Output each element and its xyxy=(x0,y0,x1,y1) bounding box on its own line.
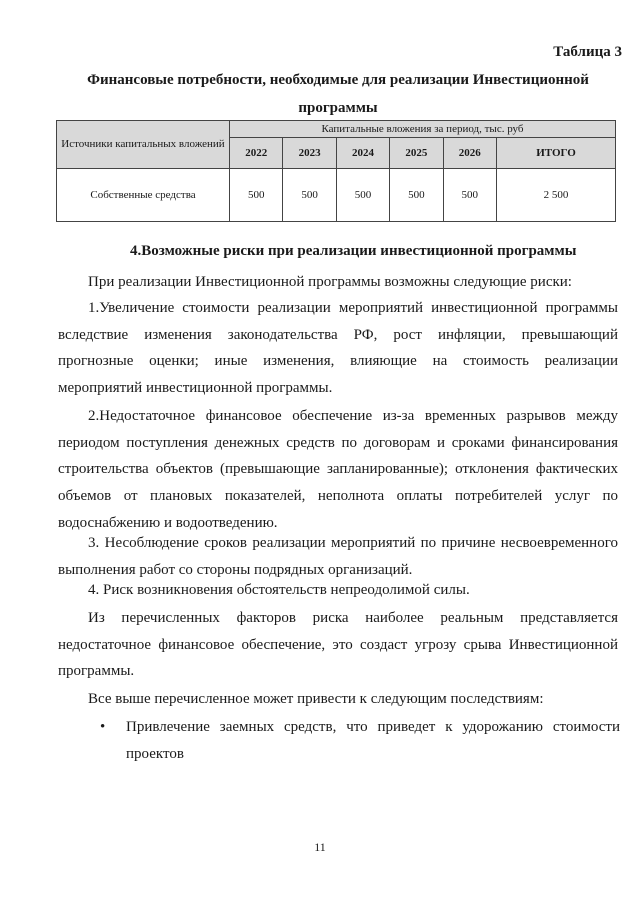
header-capital-span: Капитальные вложения за период, тыс. руб xyxy=(230,121,616,138)
row-value: 500 xyxy=(230,169,283,222)
header-year: 2022 xyxy=(230,138,283,169)
header-year: 2024 xyxy=(336,138,389,169)
row-value: 500 xyxy=(283,169,336,222)
risk-paragraph-2: 2.Недостаточное финансовое обеспечение из-за временных разрывов между периодом поступления денежных средств по договорам и сроками финансирования строительства объектов (превышающие запланированные); отклонения фактических объемов от плановых показателей, неполнота оплаты потребителей услуг по водоснабжению и водоотведению. xyxy=(58,408,618,531)
row-value: 500 xyxy=(336,169,389,222)
header-year: 2025 xyxy=(390,138,443,169)
financial-table xyxy=(56,120,616,222)
risk-paragraph-1: 1.Увеличение стоимости реализации мероприятий инвестиционной программы вследствие изменения законодательства РФ, рост инфляции, превышающий прогнозные оценки; иные изменения, влияющие на стоимость реализации мероприятий инвестиционной программы. xyxy=(58,300,618,397)
consequences-intro: Все выше перечисленное может привести к следующим последствиям: xyxy=(88,691,544,707)
table-label: Таблица 3 xyxy=(553,44,622,60)
row-value: 500 xyxy=(443,169,496,222)
list-item xyxy=(100,714,620,767)
intro-paragraph: При реализации Инвестиционной программы возможны следующие риски: xyxy=(88,274,572,290)
table-row xyxy=(57,169,616,222)
row-label: Собственные средства xyxy=(57,169,230,222)
header-year: 2023 xyxy=(283,138,336,169)
header-year: 2026 xyxy=(443,138,496,169)
table-title-line1: Финансовые потребности, необходимые для реализации Инвестиционной xyxy=(87,72,589,88)
row-total: 2 500 xyxy=(497,169,616,222)
header-source: Источники капитальных вложений xyxy=(57,121,230,169)
page-number: 11 xyxy=(314,840,326,854)
table-title-line2: программы xyxy=(298,100,378,116)
header-total: ИТОГО xyxy=(497,138,616,169)
risk-paragraph-3: 3. Несоблюдение сроков реализации мероприятий по причине несвоевременного выполнения работ со стороны подрядных организаций. xyxy=(58,535,618,578)
bullet-text: Привлечение заемных средств, что приведет к удорожанию стоимости проектов xyxy=(126,719,620,762)
section-title: 4.Возможные риски при реализации инвестиционной программы xyxy=(130,243,577,259)
row-value: 500 xyxy=(390,169,443,222)
conclusion-paragraph: Из перечисленных факторов риска наиболее реальным представляется недостаточное финансовое обеспечение, это создаст угрозу срыва Инвестиционной программы. xyxy=(58,610,618,680)
table-title xyxy=(60,66,616,122)
risk-paragraph-4: 4. Риск возникновения обстоятельств непреодолимой силы. xyxy=(88,582,470,598)
bullet-icon: • xyxy=(100,719,106,735)
